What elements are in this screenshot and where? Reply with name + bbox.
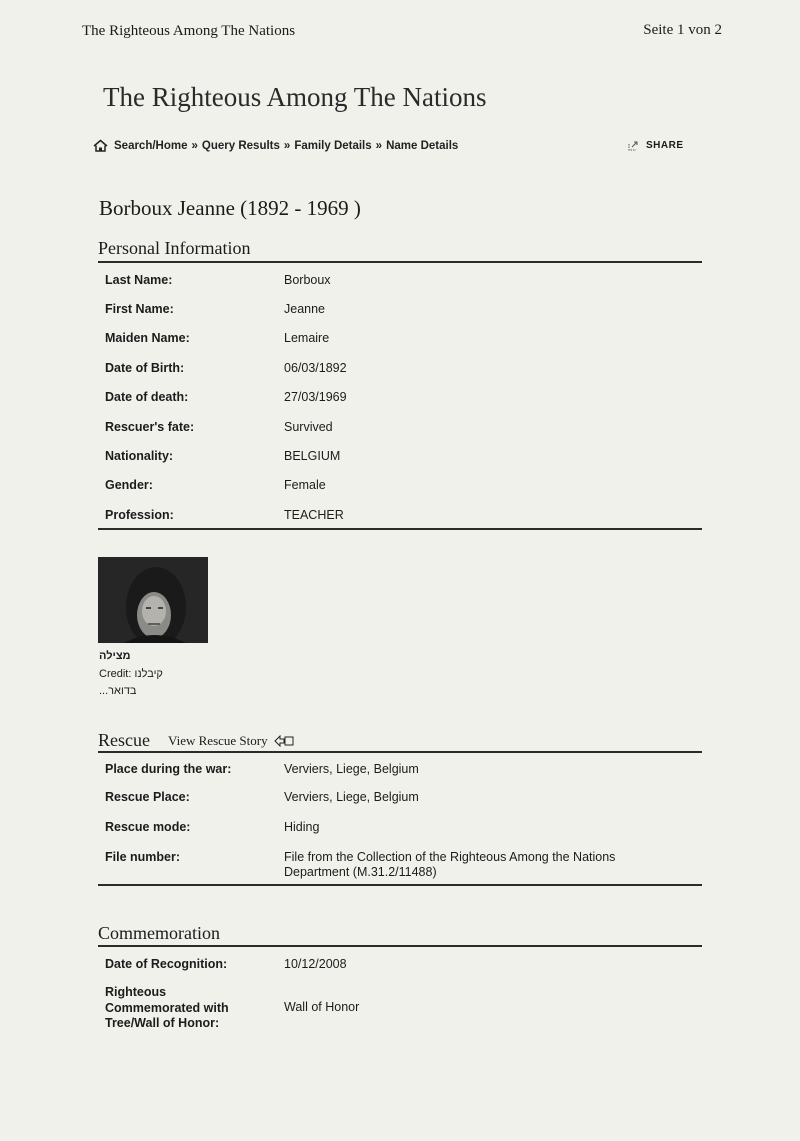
value-file-number-line1: File from the Collection of the Righteous Among the Nations — [284, 850, 616, 864]
divider — [98, 528, 702, 530]
label-date-of-birth: Date of Birth: — [105, 361, 185, 375]
value-file-number-line2: Department (M.31.2/11488) — [284, 865, 437, 879]
label-honor-line2: Commemorated with — [105, 1001, 229, 1015]
breadcrumb-name-details: Name Details — [386, 139, 459, 152]
value-place-during-war: Verviers, Liege, Belgium — [284, 762, 419, 776]
person-name-heading: Borboux Jeanne (1892 - 1969 ) — [99, 196, 361, 220]
value-rescuer-fate: Survived — [284, 420, 333, 434]
breadcrumb-family-details[interactable]: Family Details — [294, 139, 372, 152]
divider — [98, 261, 702, 263]
label-first-name: First Name: — [105, 302, 174, 316]
value-wall-of-honor: Wall of Honor — [284, 1000, 360, 1014]
section-title-rescue: Rescue — [98, 730, 150, 750]
label-gender: Gender: — [105, 478, 153, 492]
print-page-number: Seite 1 von 2 — [643, 22, 722, 38]
label-rescue-place: Rescue Place: — [105, 790, 190, 804]
value-nationality: BELGIUM — [284, 449, 341, 463]
breadcrumb-separator: » — [375, 139, 383, 152]
label-rescuer-fate: Rescuer's fate: — [105, 420, 195, 434]
home-icon[interactable] — [93, 139, 108, 152]
print-header-title: The Righteous Among The Nations — [82, 23, 296, 39]
value-date-of-recognition: 10/12/2008 — [284, 957, 347, 971]
label-last-name: Last Name: — [105, 273, 173, 287]
breadcrumb-query-results[interactable]: Query Results — [201, 139, 280, 152]
photo-credit-more: ...בדואר — [99, 685, 137, 697]
photo-credit-value: קיבלנו — [134, 668, 163, 680]
section-title-personal: Personal Information — [98, 238, 251, 258]
label-honor-line3: Tree/Wall of Honor: — [105, 1016, 220, 1030]
breadcrumb-separator: » — [191, 139, 198, 152]
label-rescue-mode: Rescue mode: — [105, 820, 191, 834]
label-date-of-death: Date of death: — [105, 390, 189, 404]
value-rescue-mode: Hiding — [284, 820, 320, 834]
label-honor-line1: Righteous — [105, 985, 167, 999]
share-icon — [628, 141, 638, 151]
label-file-number: File number: — [105, 850, 181, 864]
divider — [98, 751, 702, 753]
value-date-of-death: 27/03/1969 — [284, 390, 347, 404]
value-rescue-place: Verviers, Liege, Belgium — [284, 790, 419, 804]
share-label: SHARE — [646, 140, 684, 151]
share-button[interactable] — [628, 140, 684, 151]
photo-credit — [99, 668, 163, 680]
value-profession: TEACHER — [284, 508, 344, 522]
label-maiden-name: Maiden Name: — [105, 331, 190, 345]
value-maiden-name: Lemaire — [284, 331, 330, 345]
label-profession: Profession: — [105, 508, 174, 522]
breadcrumb-separator: » — [283, 139, 291, 152]
site-title[interactable]: The Righteous Among The Nations — [103, 82, 487, 112]
label-nationality: Nationality: — [105, 449, 174, 463]
value-date-of-birth: 06/03/1892 — [284, 361, 347, 375]
rescuer-photo[interactable] — [98, 557, 208, 643]
view-rescue-story-link[interactable] — [168, 733, 294, 749]
value-first-name: Jeanne — [284, 302, 326, 316]
section-title-commemoration: Commemoration — [98, 923, 220, 943]
value-gender: Female — [284, 478, 326, 492]
label-place-during-war: Place during the war: — [105, 762, 232, 776]
value-last-name: Borboux — [284, 273, 331, 287]
photo-credit-label: Credit: — [99, 668, 132, 680]
divider — [98, 945, 702, 947]
breadcrumb — [93, 139, 458, 152]
breadcrumb-search-home[interactable]: Search/Home — [114, 139, 188, 152]
view-rescue-story-label: View Rescue Story — [168, 733, 268, 748]
label-date-of-recognition: Date of Recognition: — [105, 957, 228, 971]
story-icon — [274, 735, 294, 747]
photo-caption: מצילה — [99, 650, 131, 662]
divider — [98, 884, 702, 886]
